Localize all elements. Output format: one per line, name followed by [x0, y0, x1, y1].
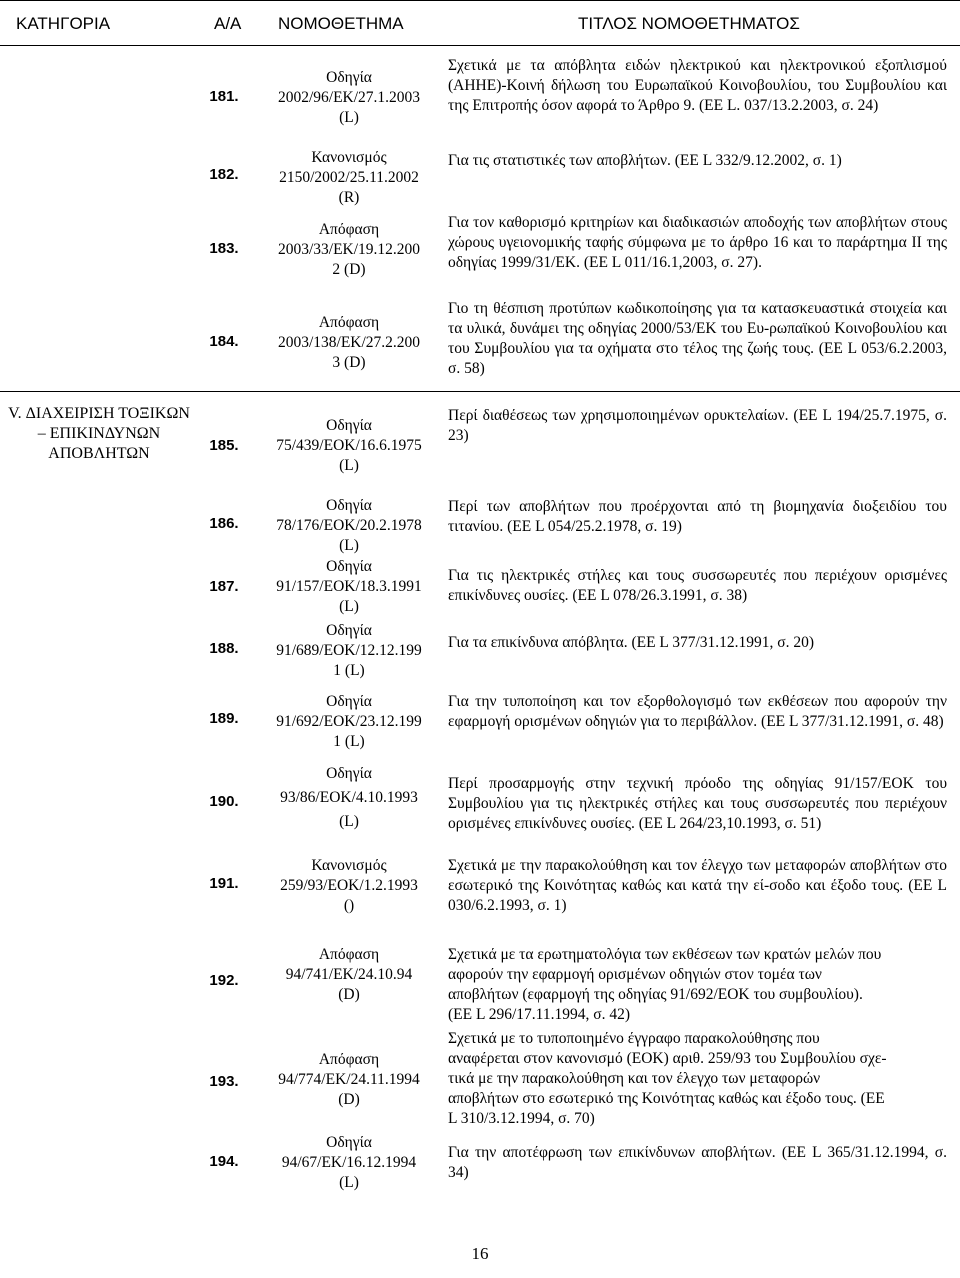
row-number: 187.	[209, 578, 239, 595]
section-divider	[0, 391, 960, 392]
legislation-title: Περί των αποβλήτων που προέρχονται από τη βιομηχανία διοξειδίου του τιτανίου. (ΕΕ L 054/25.2.1978, σ. 19)	[448, 498, 947, 535]
row-number: 188.	[209, 640, 239, 657]
legislation-ref: Οδηγία 75/439/ΕΟΚ/16.6.1975 (L)	[276, 417, 422, 474]
legislation-title: Για τις ηλεκτρικές στήλες και τους συσσωρευτές που περιέχουν ορισμένες επικίνδυνες ουσίες. (ΕΕ L 078/26.3.1991, σ. 38)	[448, 567, 947, 604]
legislation-title: Σχετικά με τα απόβλητα ειδών ηλεκτρικού και ηλεκτρονικού εξοπλισμού (ΑΗΗΕ)-Κοινή δήλωση του Ευρωπαϊκού Κοινοβουλίου, του Συμβουλίου και της Επιτροπής όσον αφορά το Άρθρο 9. (ΕΕ L. 037/13.2.2003, σ. 24)	[448, 57, 947, 114]
header-category: ΚΑΤΗΓΟΡΙΑ	[16, 14, 111, 33]
legislation-ref: Οδηγία 2002/96/ΕΚ/27.1.2003 (L)	[277, 69, 421, 126]
header-title: ΤΙΤΛΟΣ ΝΟΜΟΘΕΤΗΜΑΤΟΣ	[578, 14, 800, 33]
legislation-ref: Κανονισμός 259/93/ΕΟΚ/1.2.1993 ()	[280, 857, 418, 914]
legislation-title: Για την αποτέφρωση των επικίνδυνων αποβλήτων. (ΕΕ L 365/31.12.1994, σ. 34)	[448, 1144, 947, 1181]
legislation-ref: Απόφαση 94/741/ΕΚ/24.10.94 (D)	[285, 946, 413, 1003]
row-number: 184.	[209, 333, 239, 350]
row-number: 185.	[209, 437, 239, 454]
row-number: 183.	[209, 240, 239, 257]
legislation-title: Για τον καθορισμό κριτηρίων και διαδικασιών αποδοχής των αποβλήτων στους χώρους υγειονομικής ταφής σύμφωνα με το άρθρο 16 και το παράρτημα II της οδηγίας 1999/31/ΕΚ. (ΕΕ L 011/16.1,2003, σ. 27).	[448, 214, 947, 271]
table-header	[0, 0, 960, 46]
legislation-ref: Απόφαση 2003/138/ΕΚ/27.2.200 3 (D)	[277, 314, 421, 371]
row-number: 194.	[209, 1153, 239, 1170]
row-number: 189.	[209, 710, 239, 727]
legislation-title: Σχετικά με την παρακολούθηση και τον έλεγχο των μεταφορών αποβλήτων στο εσωτερικό της Κοινότητας καθώς και κατά την εί-σοδο και έξοδο τους. (ΕΕ L 030/6.2.1993, σ. 1)	[448, 857, 947, 914]
legislation-ref: Οδηγία 91/692/ΕΟΚ/23.12.199 1 (L)	[276, 693, 422, 750]
row-number: 181.	[209, 88, 239, 105]
header-legislation: ΝΟΜΟΘΕΤΗΜΑ	[278, 14, 404, 33]
legislation-ref: Οδηγία 78/176/ΕΟΚ/20.2.1978 (L)	[276, 497, 422, 554]
row-number: 193.	[209, 1073, 239, 1090]
legislation-ref: Οδηγία 94/67/ΕΚ/16.12.1994 (L)	[281, 1134, 417, 1191]
row-number: 192.	[209, 972, 239, 989]
row-number: 182.	[209, 166, 239, 183]
row-number: 190.	[209, 793, 239, 810]
legislation-title: Περί προσαρμογής στην τεχνική πρόοδο της οδηγίας 91/157/ΕΟΚ του Συμβουλίου για τις ηλεκτρικές στήλες και τους συσσωρευτές που περιέχουν ορισμένες επικίνδυνες ουσίες. (ΕΕ L 264/23,10.1993, σ. 51)	[448, 775, 947, 832]
legislation-ref: Οδηγία 91/689/ΕΟΚ/12.12.199 1 (L)	[276, 622, 422, 679]
header-aa: Α/Α	[214, 14, 242, 33]
legislation-ref: Απόφαση 2003/33/ΕΚ/19.12.200 2 (D)	[277, 221, 421, 278]
legislation-title: Σχετικά με το τυποποιημένο έγγραφο παρακολούθησης που αναφέρεται στον κανονισμό (ΕΟΚ) αριθ. 259/93 του Συμβουλίου σχε- τικά με την παρακολούθηση και τον έλεγχο των μεταφορών αποβλήτων στο εσωτερικό της Κοινότητας καθώς και έξοδο τους. (ΕΕ L 310/3.12.1994, σ. 70)	[448, 1030, 887, 1127]
legislation-title: Για τις στατιστικές των αποβλήτων. (ΕΕ L 332/9.12.2002, σ. 1)	[448, 152, 842, 169]
legislation-title: Για τα επικίνδυνα απόβλητα. (ΕΕ L 377/31.12.1991, σ. 20)	[448, 634, 815, 651]
legislation-title: Για την τυποποίηση και τον εξορθολογισμό των εκθέσεων που αφορούν την εφαρμογή ορισμένων οδηγιών για το περιβάλλον. (ΕΕ L 377/31.12.1991, σ. 48)	[448, 693, 947, 730]
section-v-heading: V. ΔΙΑΧΕΙΡΙΣΗ ΤΟΞΙΚΩΝ – ΕΠΙΚΙΝΔΥΝΩΝ ΑΠΟΒΛΗΤΩΝ	[8, 405, 190, 462]
row-number: 191.	[209, 875, 239, 892]
legislation-ref: Κανονισμός 2150/2002/25.11.2002 (R)	[279, 149, 419, 206]
legislation-title: Περί διαθέσεως των χρησιμοποιημένων ορυκτελαίων. (ΕΕ L 194/25.7.1975, σ. 23)	[448, 407, 947, 444]
legislation-ref: Οδηγία 91/157/ΕΟΚ/18.3.1991 (L)	[276, 558, 422, 615]
row-number: 186.	[209, 515, 239, 532]
legislation-ref: Απόφαση 94/774/ΕΚ/24.11.1994 (D)	[278, 1051, 420, 1108]
legislation-ref: Οδηγία 93/86/ΕΟΚ/4.10.1993 (L)	[280, 765, 418, 830]
page-number: 16	[471, 1244, 489, 1263]
legislation-title: Σχετικά με τα ερωτηματολόγια των εκθέσεων των κρατών μελών που αφορούν την εφαρμογή ορισμένων οδηγιών στον τομέα των αποβλήτων (εφαρμογή της οδηγίας 91/692/ΕΟΚ του συμβουλίου). (ΕΕ L 296/17.11.1994, σ. 42)	[448, 946, 882, 1023]
legislation-title: Γιο τη θέσπιση προτύπων κωδικοποίησης για τα κατασκευαστικά στοιχεία και τα υλικά, δυνάμει της οδηγίας 2000/53/ΕΚ του Ευ-ρωπαϊκού Κοινοβουλίου και του Συμβουλίου για τα οχήματα στο τέλος της ζωής τους. (ΕΕ L 053/6.2.2003, σ. 58)	[448, 300, 947, 377]
